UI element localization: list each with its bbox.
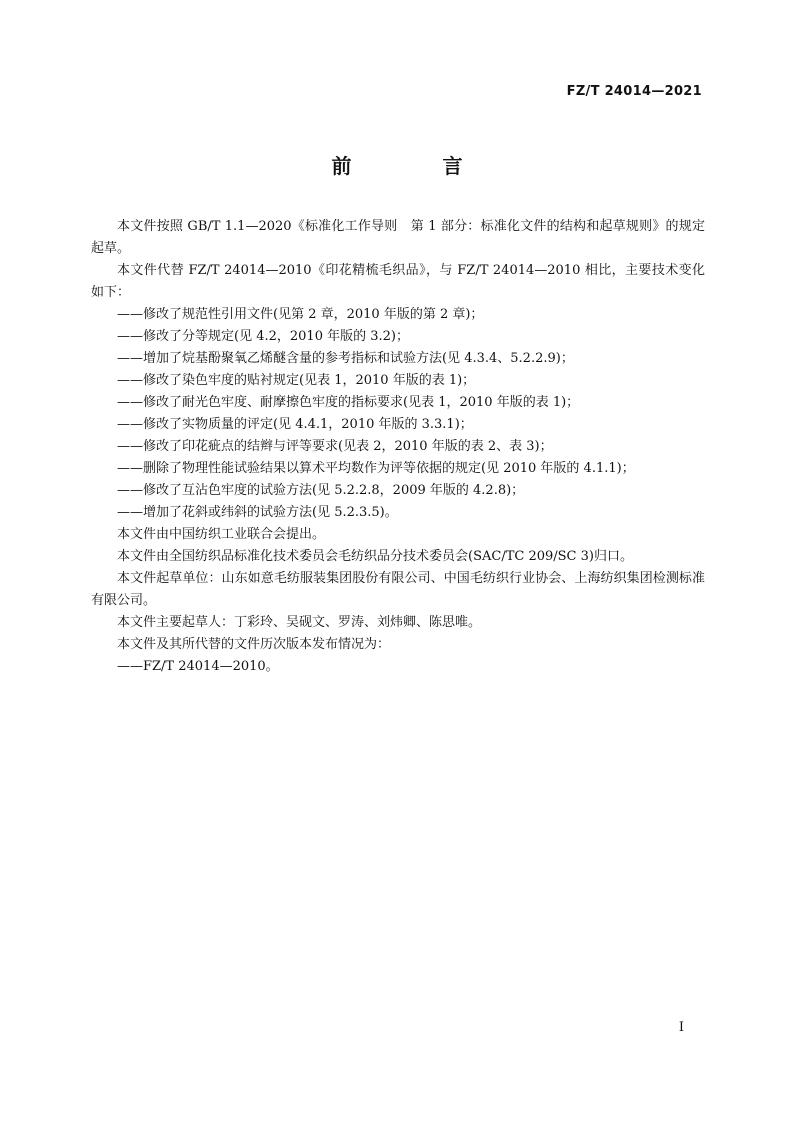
- paragraph-version-history: 本文件及其所代替的文件历次版本发布情况为：: [117, 637, 391, 652]
- change-item: ——删除了物理性能试验结果以算术平均数作为评等依据的规定(见 2010 年版的 4.1.1)；: [117, 461, 635, 476]
- foreword-body: [91, 216, 705, 678]
- change-item: ——修改了印花疵点的结辫与评等要求(见表 2，2010 年版的表 2、表 3)；: [117, 439, 553, 454]
- change-item: ——修改了耐光色牢度、耐摩擦色牢度的指标要求(见表 1，2010 年版的表 1)；: [117, 395, 580, 410]
- paragraph-technical-committee: 本文件由全国纺织品标准化技术委员会毛纺织品分技术委员会(SAC/TC 209/SC 3)归口。: [117, 549, 633, 564]
- change-item: ——增加了花斜或纬斜的试验方法(见 5.2.3.5)。: [117, 505, 398, 520]
- paragraph-replacement: 本文件代替 FZ/T 24014—2010《印花精梳毛织品》，与 FZ/T 24014—2010 相比，主要技术变化如下：: [91, 263, 705, 300]
- page-title: 前 言: [331, 154, 505, 178]
- change-item: ——修改了实物质量的评定(见 4.4.1，2010 年版的 3.3.1)；: [117, 417, 473, 432]
- version-history-item: ——FZ/T 24014—2010。: [117, 659, 279, 674]
- paragraph-proposer: 本文件由中国纺织工业联合会提出。: [117, 527, 326, 542]
- change-item: ——修改了染色牢度的贴衬规定(见表 1，2010 年版的表 1)；: [117, 373, 476, 388]
- change-item: ——修改了互沾色牢度的试验方法(见 5.2.2.8，2009 年版的 4.2.8)；: [117, 483, 525, 498]
- change-item: ——修改了分等规定(见 4.2，2010 年版的 3.2)；: [117, 329, 409, 344]
- page-number: I: [678, 1020, 684, 1035]
- paragraph-drafters: 本文件主要起草人：丁彩玲、吴砚文、罗涛、刘炜卿、陈思唯。: [117, 615, 482, 630]
- paragraph-drafting-units: 本文件起草单位：山东如意毛纺服装集团股份有限公司、中国毛纺织行业协会、上海纺织集团检测标准有限公司。: [91, 571, 705, 608]
- paragraph-drafting-rules: 本文件按照 GB/T 1.1—2020《标准化工作导则 第 1 部分：标准化文件的结构和起草规则》的规定起草。: [91, 219, 705, 256]
- standard-code: FZ/T 24014—2021: [566, 84, 702, 99]
- change-item: ——修改了规范性引用文件(见第 2 章，2010 年版的第 2 章)；: [117, 307, 484, 322]
- change-item: ——增加了烷基酚聚氧乙烯醚含量的参考指标和试验方法(见 4.3.4、5.2.2.9)；: [117, 351, 574, 366]
